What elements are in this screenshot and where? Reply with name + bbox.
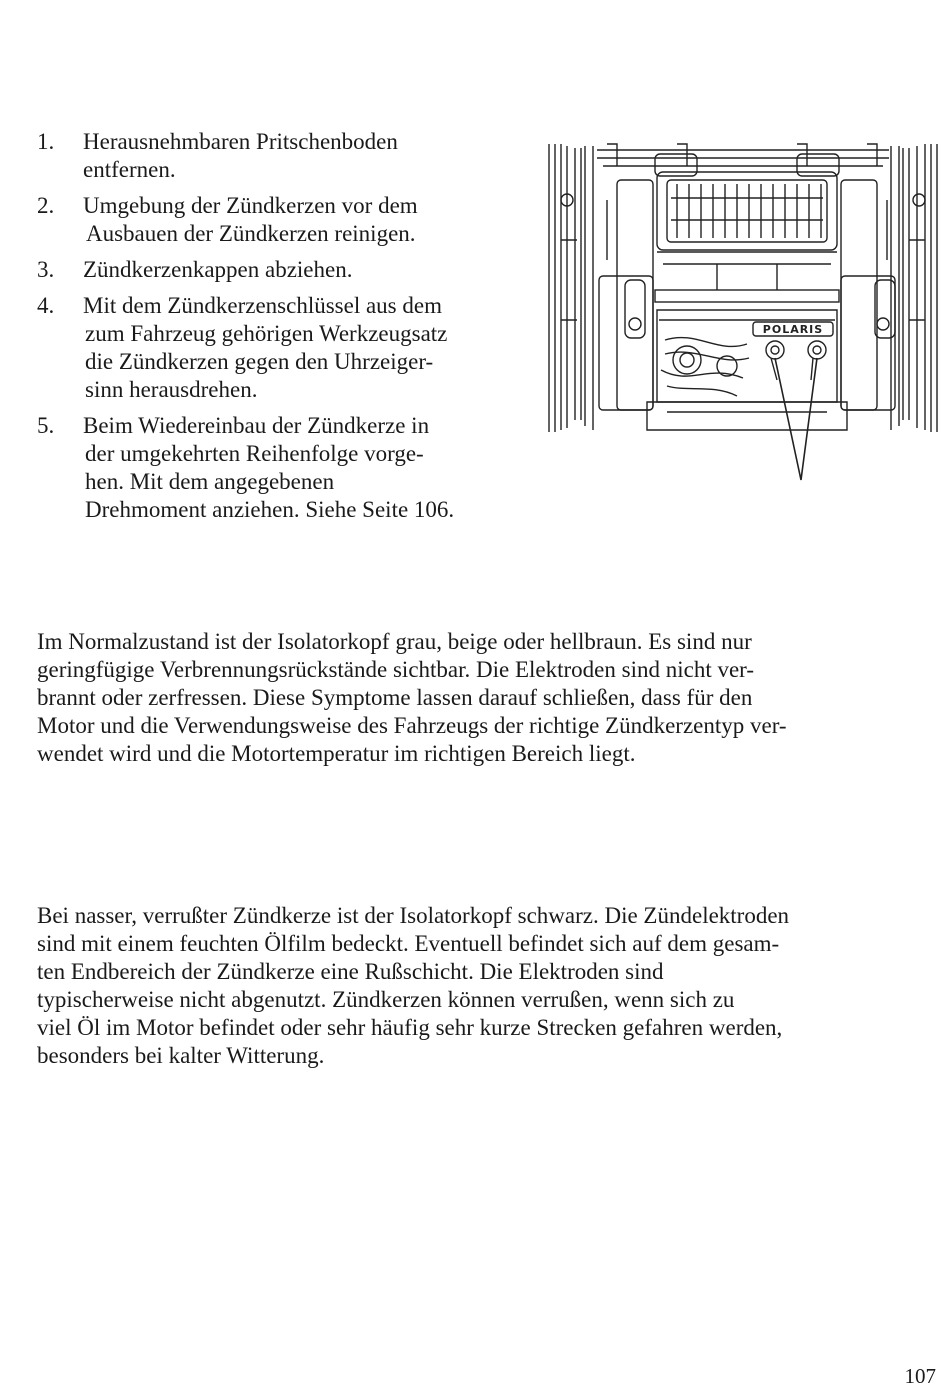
step-number: 1. [37, 129, 55, 154]
step-4 [37, 292, 537, 404]
step-number: 5. [37, 413, 55, 438]
paragraph-line: Im Normalzustand ist der Isolatorkopf grau, beige oder hellbraun. Es sind nur [37, 629, 752, 654]
step-line: Mit dem Zündkerzenschlüssel aus dem [83, 293, 442, 318]
engine-line-drawing [547, 140, 939, 485]
paragraph-line: besonders bei kalter Witterung. [37, 1043, 325, 1068]
paragraph-normal-condition [37, 628, 937, 768]
paragraph-wet-fouled [37, 902, 937, 1070]
step-line: hen. Mit dem angegebenen [85, 469, 335, 494]
step-line: Herausnehmbaren Pritschenboden [83, 129, 398, 154]
paragraph-line: wendet wird und die Motortemperatur im richtigen Bereich liegt. [37, 741, 636, 766]
paragraph-line: typischerweise nicht abgenutzt. Zündkerzen können verrußen, wenn sich zu [37, 987, 735, 1012]
engine-bay-illustration [547, 140, 939, 485]
step-1 [37, 128, 537, 184]
step-line: der umgekehrten Reihenfolge vorge- [85, 441, 424, 466]
step-number: 4. [37, 293, 55, 318]
step-line: Zündkerzenkappen abziehen. [83, 257, 353, 282]
paragraph-line: sind mit einem feuchten Ölfilm bedeckt. Eventuell befindet sich auf dem gesam- [37, 931, 780, 956]
step-2 [37, 192, 537, 248]
paragraph-line: Bei nasser, verrußter Zündkerze ist der Isolatorkopf schwarz. Die Zündelektroden [37, 903, 790, 928]
paragraph-line: viel Öl im Motor befindet oder sehr häufig sehr kurze Strecken gefahren werden, [37, 1015, 783, 1040]
step-line: Beim Wiedereinbau der Zündkerze in [83, 413, 430, 438]
paragraph-line: Motor und die Verwendungsweise des Fahrzeugs der richtige Zündkerzentyp ver- [37, 713, 787, 738]
step-text [37, 128, 537, 184]
page-number: 107 [904, 1364, 936, 1388]
paragraph-line: geringfügige Verbrennungsrückstände sichtbar. Die Elektroden sind nicht ver- [37, 657, 755, 682]
polaris-logo: POLARIS [762, 323, 824, 336]
step-line: sinn herausdrehen. [85, 377, 258, 402]
step-text [37, 256, 537, 284]
step-line: Drehmoment anziehen. Siehe Seite 106. [85, 497, 455, 522]
step-line: die Zündkerzen gegen den Uhrzeiger- [85, 349, 434, 374]
instruction-steps [37, 128, 537, 532]
step-5 [37, 412, 537, 524]
step-number: 2. [37, 193, 55, 218]
paragraph-line: brannt oder zerfressen. Diese Symptome lassen darauf schließen, dass für den [37, 685, 753, 710]
step-text [37, 412, 537, 524]
step-number: 3. [37, 257, 55, 282]
step-line: Umgebung der Zündkerzen vor dem [83, 193, 418, 218]
paragraph-line: ten Endbereich der Zündkerze eine Rußschicht. Die Elektroden sind [37, 959, 664, 984]
step-3 [37, 256, 537, 284]
step-text [37, 192, 537, 248]
step-text [37, 292, 537, 404]
step-line: Ausbauen der Zündkerzen reinigen. [86, 221, 416, 246]
step-line: zum Fahrzeug gehörigen Werkzeugsatz [85, 321, 448, 346]
step-line: entfernen. [83, 157, 176, 182]
